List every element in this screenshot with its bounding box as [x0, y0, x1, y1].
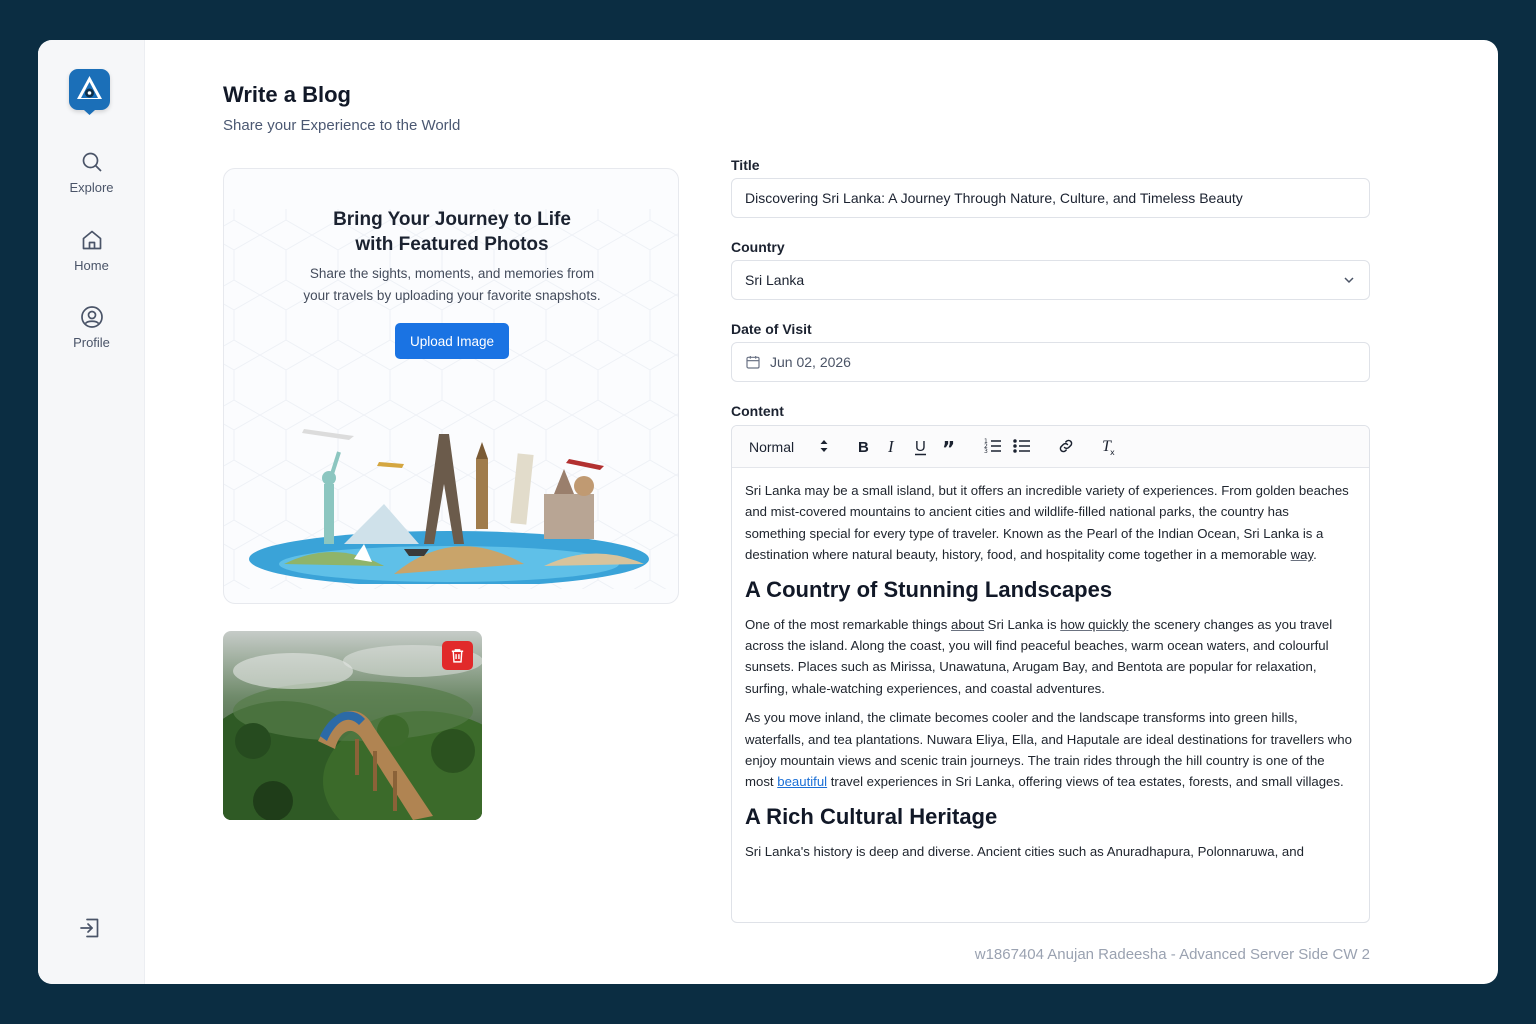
user-circle-icon	[80, 305, 104, 329]
format-select[interactable]: Normal	[749, 439, 795, 455]
svg-text:B: B	[858, 439, 869, 455]
content-p1-text: Sri Lanka may be a small island, but it offers an incredible variety of experiences. From golden beaches and mist-covered mountains to ancient cities and wildlife-filled national parks, the country has something special for every type of traveler. Known as the Pearl of the Indian Ocean, Sri Lanka is a destination where natural beauty, history, food, and hospitality come together in a memorable	[745, 483, 1349, 563]
sidebar	[38, 40, 145, 984]
content-p3-b: travel experiences in Sri Lanka, offering views of tea estates, forests, and small villages.	[827, 774, 1344, 790]
content-p3-a: As you move inland, the climate becomes cooler and the landscape transforms into green hills, waterfalls, and tea plantations. Nuwara Eliya, Ella, and Haputale are ideal destinations for travellers who enjoy mountain views and scenic train journeys. The train rides through the hill country is one of the most	[745, 710, 1352, 790]
clear-format-icon[interactable]	[1101, 437, 1119, 457]
editor-content-area[interactable]	[745, 480, 1353, 870]
italic-icon[interactable]	[885, 437, 901, 455]
svg-text:I: I	[888, 437, 894, 455]
upload-desc-line2: your travels by uploading your favorite snapshots.	[303, 288, 601, 303]
link-icon[interactable]	[1057, 437, 1075, 455]
content-paragraph-3	[745, 707, 1353, 793]
upload-title-line1: Bring Your Journey to Life	[333, 209, 571, 230]
trash-icon	[449, 647, 466, 664]
content-paragraph-4: Sri Lanka's history is deep and diverse. Ancient cities such as Anuradhapura, Polonnaruwa, and	[745, 843, 1304, 859]
app-window	[38, 40, 1498, 984]
nav-profile-label: Profile	[73, 335, 110, 350]
date-label: Date of Visit	[731, 321, 812, 337]
underline-icon[interactable]	[913, 437, 929, 457]
content-p1-end: way	[1290, 547, 1314, 563]
bullet-list-icon[interactable]	[1013, 437, 1031, 455]
date-of-visit-input[interactable]	[731, 342, 1370, 382]
country-select-value: Sri Lanka	[745, 272, 805, 288]
country-label: Country	[731, 239, 785, 255]
upload-title-line2: with Featured Photos	[355, 234, 549, 255]
delete-image-button[interactable]	[442, 641, 473, 670]
nav-home-label: Home	[74, 258, 109, 273]
content-p2-a: One of the most remarkable things	[745, 616, 951, 632]
location-pin-logo-icon[interactable]	[69, 69, 110, 110]
content-p2-about: about	[950, 616, 984, 632]
content-heading-landscapes: A Country of Stunning Landscapes	[745, 576, 1113, 602]
svg-text:3: 3	[984, 448, 988, 455]
title-label: Title	[731, 157, 760, 173]
chevron-down-icon	[1343, 274, 1355, 286]
svg-text:2: 2	[984, 443, 988, 450]
country-select[interactable]	[731, 260, 1370, 300]
content-p2-how: how quickly	[1060, 616, 1129, 632]
logout-icon[interactable]	[78, 916, 102, 940]
date-value: Jun 02, 2026	[770, 354, 851, 370]
bold-icon[interactable]	[856, 437, 872, 455]
footer-note: w1867404 Anujan Radeesha - Advanced Server Side CW 2	[974, 946, 1370, 963]
ordered-list-icon[interactable]	[984, 437, 1002, 455]
content-paragraph-2	[745, 614, 1353, 700]
content-p2-c: the scenery changes as you travel across the island. Along the coast, you will find peaceful beaches, warm ocean waters, and colourful sunsets. Places such as Mirissa, Unawatuna, Arugam Bay, and Bentota are popular for relaxation, surfing, whale-watching experiences, and coastal adventures.	[745, 616, 1333, 696]
content-paragraph-1	[745, 480, 1353, 566]
uploaded-image-thumbnail[interactable]	[223, 631, 482, 820]
svg-text:T: T	[1102, 438, 1111, 455]
content-heading-heritage: A Rich Cultural Heritage	[745, 803, 998, 829]
main-content	[145, 40, 1498, 984]
travel-landmarks-illustration	[244, 414, 660, 584]
page-title: Write a Blog	[223, 82, 351, 107]
svg-text:”: ”	[942, 437, 956, 455]
quote-icon[interactable]	[941, 437, 959, 455]
page-subtitle: Share your Experience to the World	[223, 117, 461, 134]
svg-text:x: x	[1110, 448, 1115, 457]
home-icon	[80, 228, 104, 252]
upload-card	[223, 168, 679, 604]
nav-explore[interactable]	[38, 150, 145, 195]
content-p2-b: Sri Lanka is	[984, 616, 1061, 632]
content-editor[interactable]	[731, 425, 1370, 923]
format-select-arrows-icon[interactable]	[819, 439, 829, 453]
search-icon	[80, 150, 104, 174]
title-input[interactable]: Discovering Sri Lanka: A Journey Through Nature, Culture, and Timeless Beauty	[731, 178, 1370, 218]
content-p1-dot: .	[1313, 547, 1317, 563]
nav-profile[interactable]	[38, 305, 145, 350]
nav-home[interactable]	[38, 228, 145, 273]
nav-explore-label: Explore	[69, 180, 114, 195]
svg-text:1: 1	[984, 438, 988, 445]
content-label: Content	[731, 403, 784, 419]
upload-image-button[interactable]: Upload Image	[395, 323, 509, 359]
upload-desc-line1: Share the sights, moments, and memories from	[309, 266, 595, 281]
content-link-beautiful[interactable]: beautiful	[777, 774, 828, 790]
calendar-icon	[745, 354, 761, 370]
svg-text:U: U	[915, 438, 926, 455]
upload-card-title	[224, 207, 679, 257]
upload-card-description	[282, 263, 622, 307]
editor-toolbar	[732, 426, 1370, 468]
